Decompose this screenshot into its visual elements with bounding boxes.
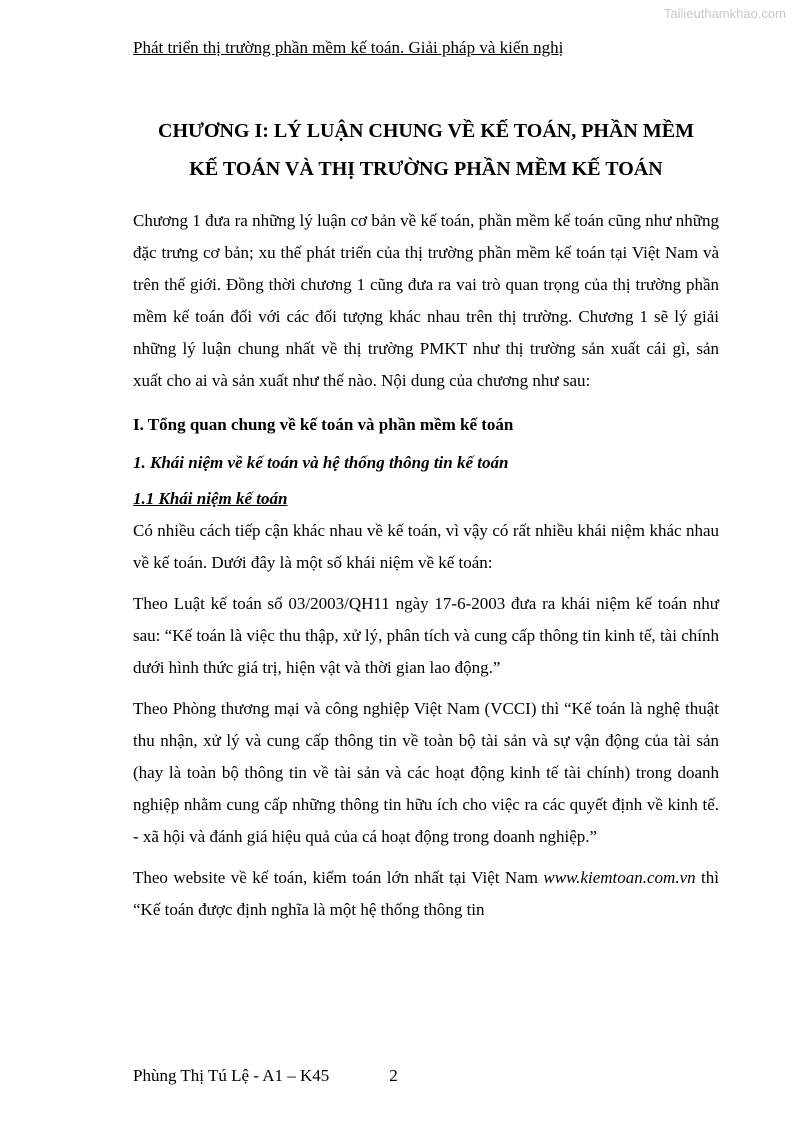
paragraph-website-definition	[133, 862, 719, 926]
website-link[interactable]: www.kiemtoan.com.vn	[543, 868, 696, 887]
website-text-after: thì “Kế toán được định nghĩa là một hệ thống thông tin	[133, 868, 719, 919]
chapter-title	[133, 112, 719, 188]
running-header: Phát triển thị trường phần mềm kế toán. Giải pháp và kiến nghị	[133, 38, 564, 57]
page-number: 2	[389, 1066, 398, 1085]
watermark: Tailieuthamkhao.com	[663, 6, 786, 21]
intro-paragraph: Chương 1 đưa ra những lý luận cơ bản về kế toán, phần mềm kế toán cũng như những đặc trưng cơ bản; xu thế phát triển của thị trường phần mềm kế toán tại Việt Nam và trên thế giới. Đồng thời chương 1 cũng đưa ra vai trò quan trọng của thị trường phần mềm kế toán đối với các đối tượng khác nhau trên thị trường. Chương 1 sẽ lý giải những lý luận chung nhất về thị trường PMKT như thị trường sản xuất cái gì, sản xuất cho ai và sản xuất như thế nào. Nội dung của chương như sau:	[133, 211, 719, 390]
website-text-before: Theo website về kế toán, kiểm toán lớn nhất tại Việt Nam	[133, 868, 544, 887]
footer-author: Phùng Thị Tú Lệ - A1 – K45	[133, 1066, 330, 1085]
subsubsection-heading: 1.1 Khái niệm kế toán	[133, 489, 288, 508]
paragraph-definitions-intro: Có nhiều cách tiếp cận khác nhau về kế toán, vì vậy có rất nhiều khái niệm khác nhau về kế toán. Dưới đây là một số khái niệm về kế toán:	[133, 521, 719, 572]
page-body	[133, 112, 719, 926]
paragraph-law-definition: Theo Luật kế toán số 03/2003/QH11 ngày 17-6-2003 đưa ra khái niệm kế toán như sau: “Kế toán là việc thu thập, xử lý, phân tích và cung cấp thông tin kinh tế, tài chính dưới hình thức giá trị, hiện vật và thời gian lao động.”	[133, 594, 719, 677]
chapter-title-line-2: KẾ TOÁN VÀ THỊ TRƯỜNG PHẦN MỀM KẾ TOÁN	[189, 158, 663, 180]
page-footer	[133, 1066, 398, 1086]
paragraph-vcci-definition: Theo Phòng thương mại và công nghiệp Việt Nam (VCCI) thì “Kế toán là nghệ thuật thu nhận, xử lý và cung cấp thông tin về toàn bộ tài sản và sự vận động của tài sản (hay là toàn bộ thông tin về tài sản và các hoạt động kinh tế tài chính) trong doanh nghiệp nhằm cung cấp những thông tin hữu ích cho việc ra các quyết định về kinh tế. - xã hội và đánh giá hiệu quả của cá hoạt động trong doanh nghiệp.”	[133, 699, 719, 846]
subsection-heading: 1. Khái niệm về kế toán và hệ thống thông tin kế toán	[133, 453, 509, 472]
chapter-title-line-1: CHƯƠNG I: LÝ LUẬN CHUNG VỀ KẾ TOÁN, PHẦN MỀM	[158, 120, 694, 142]
section-heading: I. Tổng quan chung về kế toán và phần mềm kế toán	[133, 415, 514, 434]
